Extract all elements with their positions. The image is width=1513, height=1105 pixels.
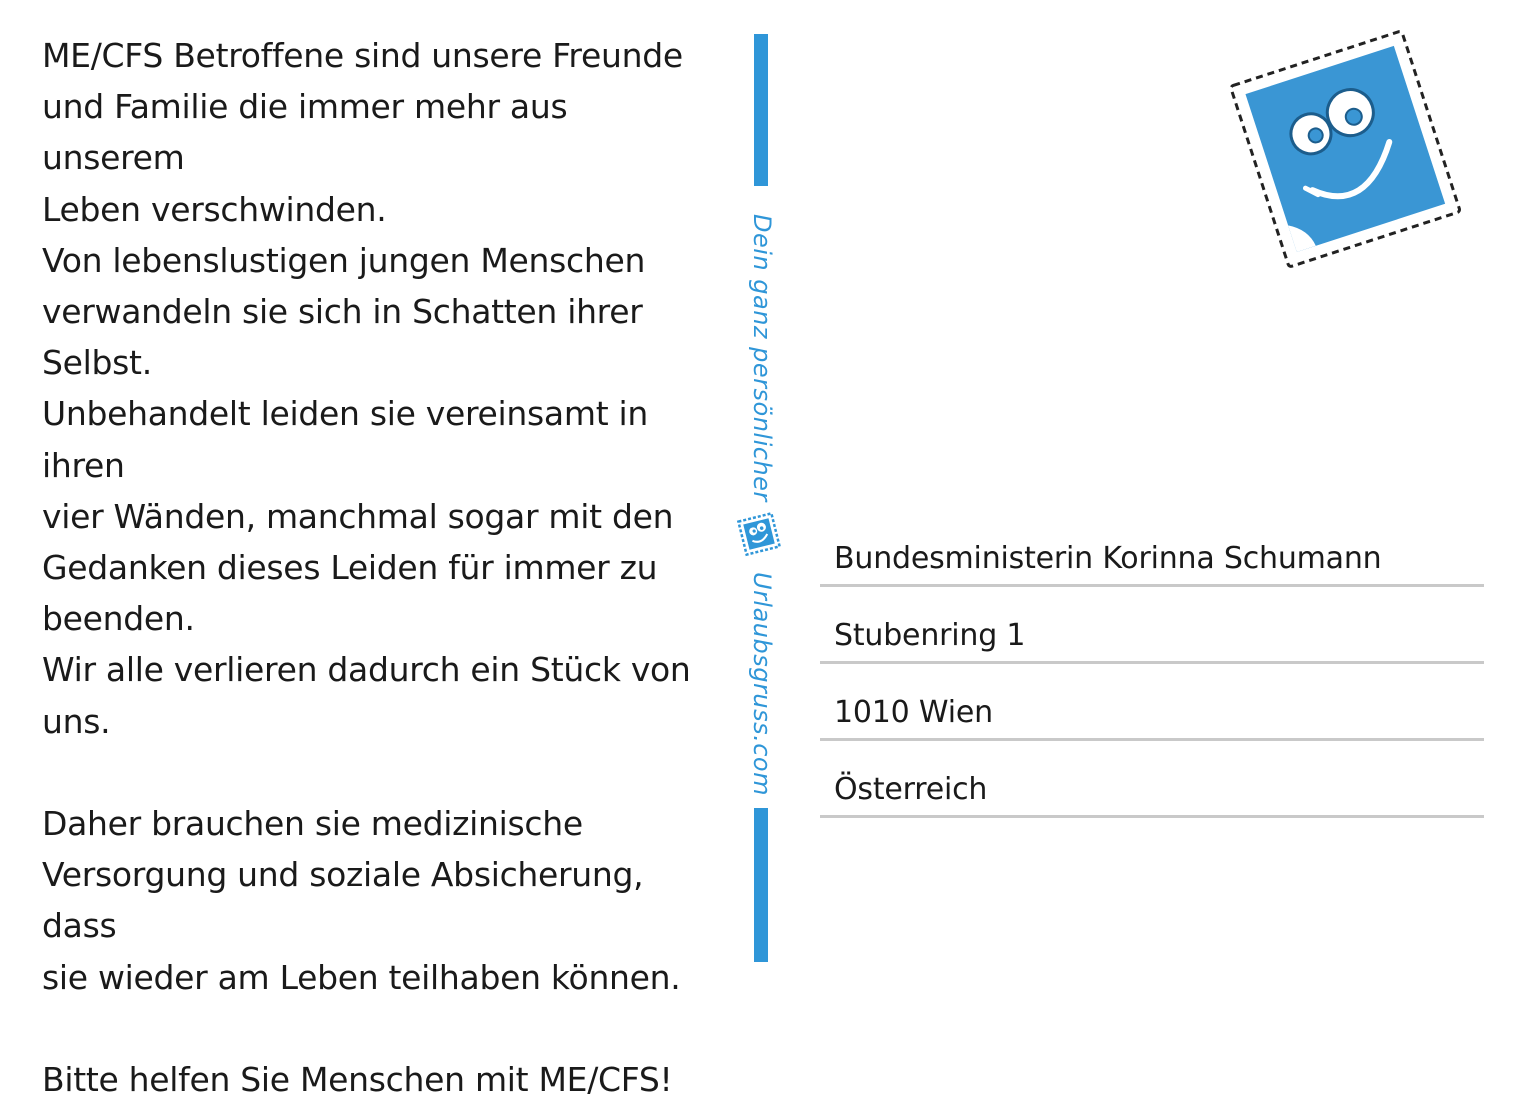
- address-city: 1010 Wien: [834, 695, 993, 730]
- message-line: vier Wänden, manchmal sogar mit den: [42, 496, 674, 536]
- message-line: uns.: [42, 701, 111, 741]
- address-country: Österreich: [834, 772, 988, 807]
- divider-bar-bottom: [754, 808, 768, 962]
- divider-bar-top: [754, 34, 768, 186]
- smiley-stamp-icon: [1225, 28, 1465, 268]
- message-line: sie wieder am Leben teilhaben können.: [42, 957, 681, 997]
- divider-tagline: Dein ganz persönlicher: [748, 214, 776, 502]
- message-line: Von lebenslustigen jungen Menschen: [42, 240, 646, 280]
- address-line-country: [820, 741, 1484, 818]
- message-line: und Familie die immer mehr aus unserem: [42, 87, 568, 178]
- message-line: beenden.: [42, 599, 195, 639]
- message-text: [42, 30, 712, 1105]
- message-line: verwandeln sie sich in Schatten ihrer: [42, 292, 643, 332]
- divider-website: Urlaubsgruss.com: [748, 572, 776, 796]
- paragraph-gap: [42, 747, 712, 798]
- address-recipient: Bundesministerin Korinna Schumann: [834, 541, 1382, 576]
- address-street: Stubenring 1: [834, 618, 1026, 653]
- message-line: Wir alle verlieren dadurch ein Stück von: [42, 650, 691, 690]
- address-line-city: [820, 664, 1484, 741]
- message-line: Leben verschwinden.: [42, 189, 387, 229]
- message-line: ME/CFS Betroffene sind unsere Freunde: [42, 36, 683, 75]
- address-line-street: [820, 587, 1484, 664]
- message-line: Unbehandelt leiden sie vereinsamt in ihren: [42, 394, 649, 485]
- message-line: Gedanken dieses Leiden für immer zu: [42, 548, 658, 588]
- message-line: Selbst.: [42, 343, 152, 383]
- closing-line: Bitte helfen Sie Menschen mit ME/CFS!: [42, 1060, 673, 1100]
- message-line: Versorgung und soziale Absicherung, dass: [42, 855, 644, 946]
- address-block: [820, 510, 1484, 818]
- smiley-stamp-icon: [733, 508, 785, 560]
- address-line-recipient: [820, 510, 1484, 587]
- message-line: Daher brauchen sie medizinische: [42, 804, 583, 844]
